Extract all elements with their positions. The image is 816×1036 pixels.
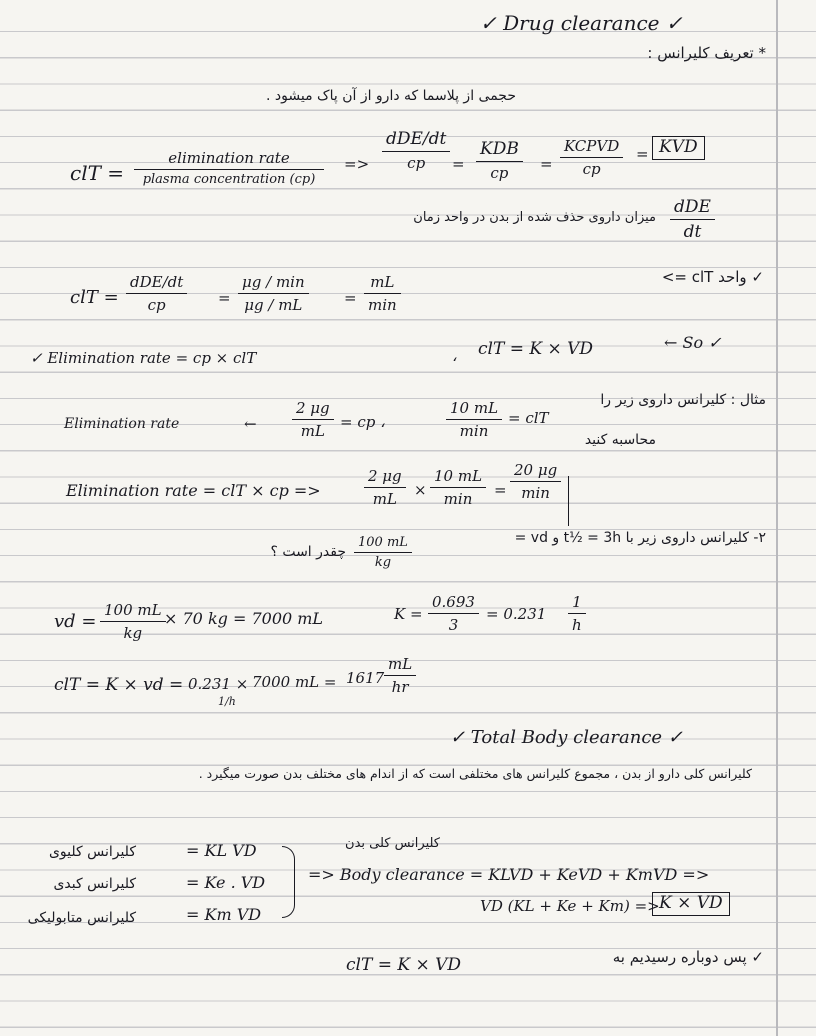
example-label: Elimination rate: [64, 416, 180, 432]
frac-num: mL: [388, 655, 413, 673]
frac-den: μg / mL: [244, 295, 303, 314]
frac-num: 10 mL: [450, 399, 499, 417]
example-heading: مثال : کلیرانس داروی زیر را: [600, 392, 766, 408]
eq4-frac-result: [510, 462, 561, 501]
frac-num: mL: [370, 273, 395, 291]
margin-line: [776, 0, 778, 1036]
hepatic-label: کلیرانس کبدی: [53, 876, 136, 892]
frac-num: 10 mL: [434, 467, 483, 485]
eq4-text: Elimination rate = clT × cp =>: [66, 481, 321, 500]
eq1-equals-b: =: [540, 155, 553, 173]
eq5-lhs: vd =: [54, 611, 97, 632]
body-clearance-line: => Body clearance = KLVD + KeVD + KmVD =>: [308, 865, 710, 884]
frac-den: mL: [372, 489, 397, 508]
eq1-frac-kdb: [476, 140, 523, 181]
example-eq-a: = cp ،: [340, 413, 385, 431]
frac-num: 2 μg: [368, 467, 402, 485]
eq2-frac-units: [238, 274, 309, 313]
frac-num: KDB: [480, 139, 519, 159]
frac-den: h: [572, 615, 582, 634]
eq5-k-lhs: K =: [394, 605, 423, 623]
frac-den: kg: [123, 623, 143, 642]
eq5-frac-unit: [568, 594, 586, 633]
eq6-result: 1617: [346, 669, 385, 687]
eq1-arrow: =>: [344, 155, 370, 173]
conclusion-eq: clT = K × VD: [346, 955, 462, 975]
units-heading: ✓ واحد clT =>: [661, 268, 764, 286]
eq6-val-sub: 1/h: [218, 695, 236, 708]
eq2-frac-dde-dt: [126, 274, 187, 313]
frac-num: dDE: [674, 197, 711, 217]
eq2-equals-a: =: [218, 289, 231, 307]
frac-den: cp: [407, 153, 426, 172]
eq5-frac-k: [428, 594, 479, 633]
question-tail: چقدر است ؟: [270, 544, 346, 560]
definition-heading: * تعریف کلیرانس :: [647, 44, 766, 62]
frac-num: KCPVD: [564, 137, 620, 155]
renal-label: کلیرانس کلیوی: [48, 844, 136, 860]
eq1-frac-dde-dt: [382, 130, 450, 171]
eq5-frac-vd: [100, 602, 166, 641]
question-text: ۲- کلیرانس داروی زیر با t½ = 3h و vd =: [514, 530, 766, 546]
eq4-times: ×: [414, 481, 427, 499]
example-frac-cl: [446, 400, 502, 439]
frac-den: kg: [374, 555, 392, 571]
eq1-frac-elimination: [134, 150, 324, 187]
frac-den: min: [459, 421, 489, 440]
eq2-frac-ml-min: [364, 274, 401, 313]
eq3-left: ✓ Elimination rate = cp × clT: [30, 349, 257, 367]
frac-num: dDE/dt: [130, 273, 184, 291]
sum-label: کلیرانس کلی بدن: [345, 836, 440, 851]
eq5-mid: × 70 kg = 7000 mL: [164, 609, 324, 628]
frac-num: 1: [572, 593, 582, 611]
eq2-equals-b: =: [344, 289, 357, 307]
frac-num: 100 mL: [104, 601, 162, 619]
eq4-separator: [568, 476, 569, 526]
frac-num: 2 μg: [296, 399, 330, 417]
example-arrow: ←: [244, 415, 257, 433]
eq6-mid: 7000 mL =: [252, 673, 337, 691]
eq6-frac-unit: [384, 656, 416, 695]
renal-eq: = KL VD: [186, 841, 257, 860]
metabolic-label: کلیرانس متابولیکی: [27, 910, 136, 926]
frac-num: 100 mL: [358, 535, 408, 550]
eq4-frac-cp: [364, 468, 406, 507]
eq1-equals-c: =: [636, 145, 649, 163]
sum-brace: [282, 846, 295, 918]
frac-num: μg / min: [242, 273, 305, 291]
conclusion-text: ✓ پس دوباره رسیدیم به: [612, 948, 764, 966]
frac-den: min: [443, 489, 473, 508]
definition-text: حجمی از پلاسما که دارو از آن پاک میشود .: [266, 88, 516, 104]
question-frac: [354, 536, 412, 571]
frac-den: cp: [582, 159, 601, 178]
metabolic-eq: = Km VD: [186, 905, 262, 924]
eq4-eq: =: [494, 481, 507, 499]
eq1-equals-a: =: [452, 155, 465, 173]
eq1-lhs: clT =: [70, 161, 125, 185]
eq1-frac-kcpvd: [560, 138, 623, 177]
frac-den: cp: [490, 163, 509, 182]
frac-den: dt: [683, 221, 702, 242]
total-description: کلیرانس کلی دارو از بدن ، مجموع کلیرانس های مختلفی است که از اندام های مختلف بدن صورت میگیرد .: [198, 766, 752, 781]
page-title: ✓ Drug clearance ✓: [480, 11, 683, 35]
frac-den: hr: [391, 677, 409, 696]
eq1-result-boxed: KVD: [652, 136, 705, 160]
eq5-eq: = 0.231: [486, 605, 547, 623]
example-heading-2: محاسبه کنید: [584, 432, 656, 448]
frac-den: plasma concentration (cp): [142, 171, 316, 187]
frac-den: cp: [147, 295, 166, 314]
frac-num: elimination rate: [168, 149, 290, 167]
frac-den: min: [521, 483, 550, 502]
rate-note: میزان داروی حذف شده از بدن در واحد زمان: [413, 210, 656, 225]
example-frac-cp: [292, 400, 334, 439]
frac-num: 20 μg: [514, 461, 558, 479]
frac-den: 3: [448, 615, 459, 634]
eq4-frac-cl: [430, 468, 486, 507]
eq3-comma: ،: [452, 347, 457, 365]
frac-num: dDE/dt: [386, 129, 447, 149]
eq6-val: 0.231 ×: [188, 675, 249, 693]
rate-note-frac: [670, 198, 715, 241]
frac-num: 0.693: [432, 593, 475, 611]
final-boxed: K × VD: [652, 892, 730, 916]
example-eq-b: = clT: [508, 409, 549, 427]
eq6-lhs: clT = K × vd =: [54, 675, 184, 695]
frac-den: mL: [300, 421, 325, 440]
total-title: ✓ Total Body clearance ✓: [450, 727, 683, 748]
factored-line: VD (KL + Ke + Km) =>: [480, 897, 660, 915]
eq2-lhs: clT =: [70, 287, 119, 308]
eq3-right: ← So ✓: [664, 333, 722, 352]
hepatic-eq: = Ke . VD: [186, 873, 266, 892]
frac-den: min: [368, 295, 397, 314]
eq3-mid: clT = K × VD: [478, 339, 594, 359]
